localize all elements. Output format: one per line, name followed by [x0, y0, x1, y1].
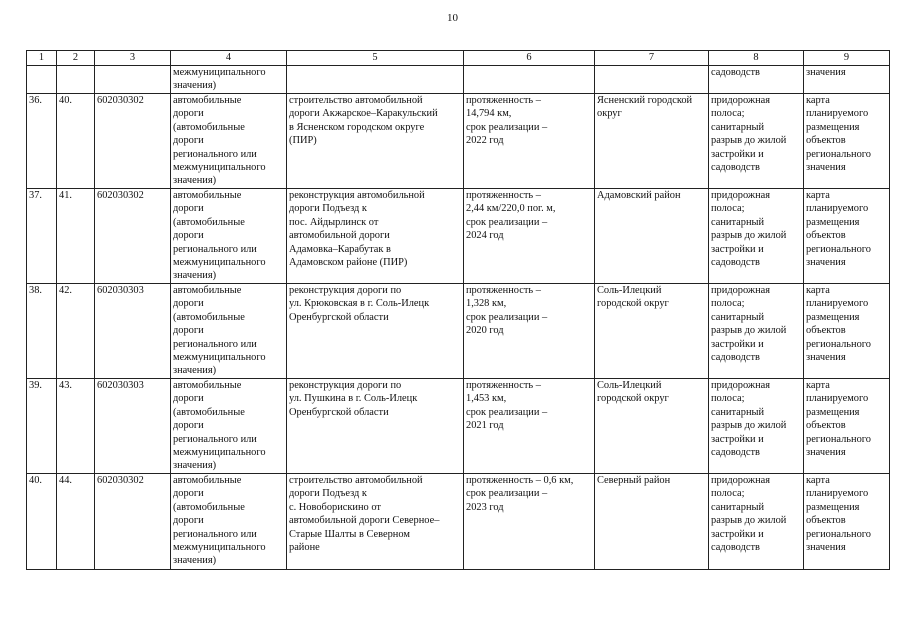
zone-type: придорожная полоса; санитарный разрыв до жилой застройки и садоводств [709, 379, 804, 474]
map-reference: карта планируемого размещения объектов регионального значения [804, 284, 890, 379]
header-cell: 6 [464, 51, 595, 66]
object-type: автомобильные дороги (автомобильные дороги регионального или межмуниципального значения) [171, 284, 287, 379]
object-type: автомобильные дороги (автомобильные дороги регионального или межмуниципального значения) [171, 474, 287, 570]
object-characteristics: протяженность – 1,453 км, срок реализации – 2021 год [464, 379, 595, 474]
table-row [27, 379, 890, 474]
item-number: 42. [57, 284, 95, 379]
header-cell: 3 [95, 51, 171, 66]
row-number: 37. [27, 189, 57, 284]
table-row [27, 189, 890, 284]
zone-type: придорожная полоса; санитарный разрыв до жилой застройки и садоводств [709, 189, 804, 284]
header-cell: 1 [27, 51, 57, 66]
object-type: автомобильные дороги (автомобильные дороги регионального или межмуниципального значения) [171, 189, 287, 284]
object-type: автомобильные дороги (автомобильные дороги регионального или межмуниципального значения) [171, 94, 287, 189]
object-location: Адамовский район [595, 189, 709, 284]
row-number: 40. [27, 474, 57, 570]
table-row [27, 284, 890, 379]
map-reference: карта планируемого размещения объектов регионального значения [804, 474, 890, 570]
row-number: 39. [27, 379, 57, 474]
object-name: реконструкция дороги по ул. Крюковская в г. Соль-Илецк Оренбургской области [287, 284, 464, 379]
object-name: реконструкция автомобильной дороги Подъезд к пос. Айдырлинск от автомобильной дороги Адамовка–Карабутак в Адамовском районе (ПИР) [287, 189, 464, 284]
item-number: 41. [57, 189, 95, 284]
header-cell: 8 [709, 51, 804, 66]
zone-type: придорожная полоса; санитарный разрыв до жилой застройки и садоводств [709, 284, 804, 379]
table-cell [95, 66, 171, 94]
object-characteristics: протяженность – 14,794 км, срок реализации – 2022 год [464, 94, 595, 189]
header-cell: 7 [595, 51, 709, 66]
table-cell [287, 66, 464, 94]
item-number: 43. [57, 379, 95, 474]
object-location: Ясненский городской округ [595, 94, 709, 189]
continuation-row [27, 66, 890, 94]
table-cell: межмуниципального значения) [171, 66, 287, 94]
object-code: 602030302 [95, 474, 171, 570]
row-number: 38. [27, 284, 57, 379]
object-code: 602030302 [95, 94, 171, 189]
table-cell: садоводств [709, 66, 804, 94]
header-cell: 2 [57, 51, 95, 66]
object-location: Соль-Илецкий городской округ [595, 379, 709, 474]
object-name: реконструкция дороги по ул. Пушкина в г. Соль-Илецк Оренбургской области [287, 379, 464, 474]
item-number: 40. [57, 94, 95, 189]
item-number: 44. [57, 474, 95, 570]
header-cell: 5 [287, 51, 464, 66]
object-name: строительство автомобильной дороги Акжарское–Каракульский в Ясненском городском округе (ПИР) [287, 94, 464, 189]
object-location: Северный район [595, 474, 709, 570]
map-reference: карта планируемого размещения объектов регионального значения [804, 379, 890, 474]
object-type: автомобильные дороги (автомобильные дороги регионального или межмуниципального значения) [171, 379, 287, 474]
table-row [27, 474, 890, 570]
page-number: 10 [447, 12, 458, 24]
object-code: 602030303 [95, 379, 171, 474]
table-cell [464, 66, 595, 94]
table-row [27, 94, 890, 189]
map-reference: карта планируемого размещения объектов регионального значения [804, 189, 890, 284]
object-name: строительство автомобильной дороги Подъезд к с. Новоборискино от автомобильной дороги Северное– Старые Шалты в Северном районе [287, 474, 464, 570]
table-cell [595, 66, 709, 94]
table-cell [57, 66, 95, 94]
zone-type: придорожная полоса; санитарный разрыв до жилой застройки и садоводств [709, 94, 804, 189]
header-cell: 4 [171, 51, 287, 66]
header-cell: 9 [804, 51, 890, 66]
table-cell [27, 66, 57, 94]
header-row [27, 51, 890, 66]
object-characteristics: протяженность – 0,6 км, срок реализации – 2023 год [464, 474, 595, 570]
object-code: 602030303 [95, 284, 171, 379]
map-reference: карта планируемого размещения объектов регионального значения [804, 94, 890, 189]
object-characteristics: протяженность – 2,44 км/220,0 пог. м, срок реализации – 2024 год [464, 189, 595, 284]
object-characteristics: протяженность – 1,328 км, срок реализации – 2020 год [464, 284, 595, 379]
object-location: Соль-Илецкий городской округ [595, 284, 709, 379]
row-number: 36. [27, 94, 57, 189]
object-code: 602030302 [95, 189, 171, 284]
objects-table [26, 50, 890, 570]
table-cell: значения [804, 66, 890, 94]
zone-type: придорожная полоса; санитарный разрыв до жилой застройки и садоводств [709, 474, 804, 570]
